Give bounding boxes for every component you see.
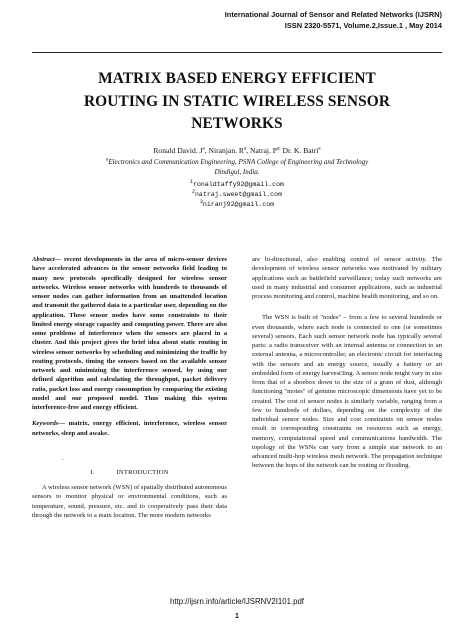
email-1: ronaldtaffy92@gmail.com xyxy=(193,181,285,188)
stray-dot: . xyxy=(62,454,64,462)
abstract-label: Abstract— xyxy=(32,256,62,263)
affiliation xyxy=(0,158,474,177)
page-number: 1 xyxy=(235,613,239,620)
footer-url: http://ijsrn.info/article/IJSRNV2I101.pdf xyxy=(170,597,304,606)
title-line-2: ROUTING IN STATIC WIRELESS SENSOR xyxy=(83,92,391,110)
email-marker-2: 2 xyxy=(191,188,195,195)
header-divider xyxy=(32,52,442,53)
author-1: Ronald David. J xyxy=(153,146,203,155)
title-line-1: MATRIX BASED ENERGY EFFICIENT xyxy=(98,70,376,87)
author-4-marker: a xyxy=(318,146,321,152)
title-line-3: NETWORKS xyxy=(191,115,283,132)
author-3-marker: a; xyxy=(277,146,281,152)
author-3: , Natraj. P xyxy=(246,146,278,155)
right-paragraph-1: are bi-directional, also enabling control of sensor activity. The development of wireless sensor networks was motivated by military applications such as battlefield surveillance; today such networks are used in many industrial and consumer applications, such as industrial process monitoring and control, machine health monitoring, and so on. xyxy=(252,256,442,300)
right-column xyxy=(252,255,442,471)
affiliation-marker: a xyxy=(105,157,109,163)
right-paragraph-2: The WSN is built of "nodes" – from a few to several hundreds or even thousands, where each node is connected to one (or sometimes several) sensors. Each such sensor network node has typically several parts: a radio transceiver with an internal antenna or connection to an external antenna, a microcontroller, an electronic circuit for interfacing with the sensors and an energy source, usually a battery or an embedded form of energy harvest3ing. A sensor node might vary in size from that of a shoebox down to the size of a grain of dust, although functioning "motes" of genuine microscopic dimensions have yet to be created. The cost of sensor nodes is similarly variable, ranging from a few to hundreds of dollars, depending on the complexity of the individual sensor nodes. Size and cost constraints on sensor nodes result in corresponding constraints on resources such as energy, memory, computational speed and communications bandwidth. The topology of the WSNs can vary from a simple star network to an advanced multi-hop wireless mesh network. The propagation technique between the hops of the network can be routing or flooding. xyxy=(252,314,442,470)
keywords-text: matrix, energy efficient, interference, wireless sensor networks, sleep and awake. xyxy=(32,420,227,437)
author-2: , Niranjan. R xyxy=(204,146,244,155)
author-1-marker: a xyxy=(202,146,205,152)
author-2-marker: a xyxy=(243,146,247,152)
left-column xyxy=(32,255,227,520)
affiliation-line-1: Electronics and Communication Engineering, PSNA College of Engineering and Technology xyxy=(108,158,369,166)
email-marker-3: 3 xyxy=(199,198,203,205)
journal-header xyxy=(225,10,442,31)
section-heading-introduction xyxy=(32,468,227,477)
journal-name: International Journal of Sensor and Related Networks (IJSRN) xyxy=(224,10,442,19)
keywords-label: Keywords— xyxy=(32,420,65,428)
section-number: I. xyxy=(90,468,95,476)
section-title: INTRODUCTION xyxy=(116,468,169,476)
email-3: niranj92@gmail.com xyxy=(202,201,275,208)
email-marker-1: 1 xyxy=(189,178,193,185)
intro-paragraph: A wireless sensor network (WSN) of spatially distributed autonomous sensors to monitor physical or environmental conditions, such as temperature, sound, pressure, etc. and to cooperatively pass their data through the network to a main location. The more modern networks xyxy=(32,484,227,519)
abstract xyxy=(32,255,227,412)
journal-issn: ISSN 2320-5571, Volume.2,Issue.1 , May 2014 xyxy=(284,20,442,30)
author-4: Dr. K. Batri xyxy=(280,146,319,155)
keywords xyxy=(32,419,227,438)
affiliation-line-2: Dindigul, India. xyxy=(214,167,260,176)
author-list xyxy=(0,145,474,156)
paper-title xyxy=(40,68,434,136)
email-2: natraj.sweet@gmail.com xyxy=(194,191,283,198)
email-list xyxy=(0,180,474,210)
abstract-text: recent developments in the area of micro-sensor devices have accelerated advances in the sensor networks field leading to many new protocols specifically designed for wireless sensor networks. Wireless sensor networks with hundreds to thousands of sensor nodes can gather information from an unattended location and transmit the gathered data to a particular user, depending on the application. These sensor nodes have some constraints to their limited energy storage capacity and computing power. There are also some problems of interference when the sensors are placed in a cluster. And this project gives the brief idea about static routing in wireless sensor networks by scheduling and minimizing the traffic by routing protocols, timing the sensors based on the available sensor network and minimizing the interference sensed, by using our defined algorithm and calculating the throughput, packet delivery ratio, packet loss and energy consumption by comparing the existing model and our proposed model. Thus making this system interference-free and energy efficient. xyxy=(32,256,227,411)
